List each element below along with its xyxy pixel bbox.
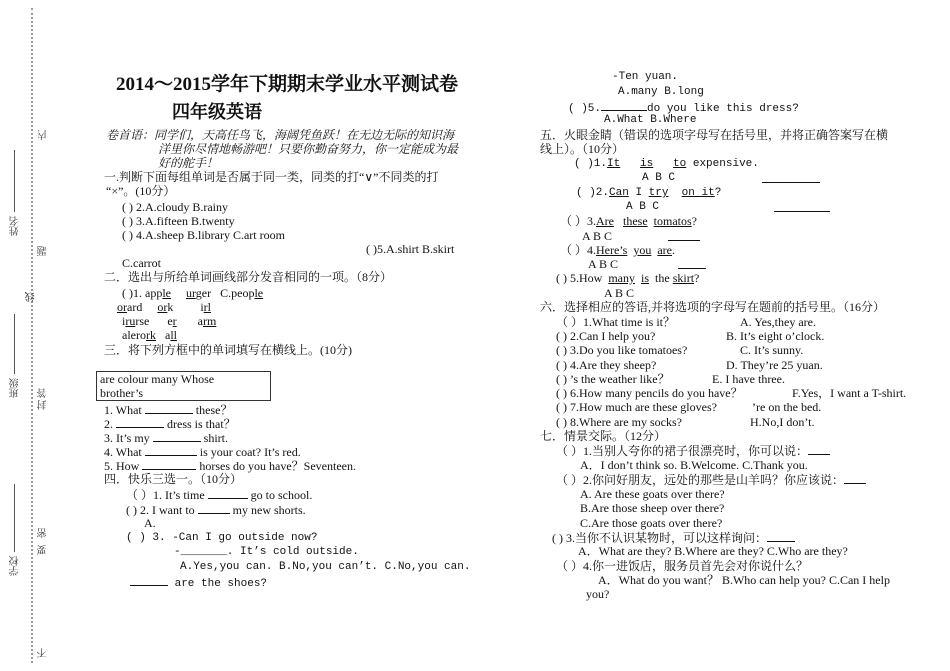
s5-q5-bracket: ( ) 5.How bbox=[556, 271, 603, 285]
s6-row-2[interactable] bbox=[556, 329, 825, 343]
s3-q5-text-b: horses do you have？Seventeen. bbox=[199, 459, 356, 473]
exam-subtitle: 四年级英语 bbox=[172, 102, 262, 122]
s2-q1-bracket: ( )1. bbox=[122, 286, 145, 300]
s2-w3a-end: rse bbox=[135, 314, 150, 328]
s4-q1[interactable] bbox=[126, 487, 312, 502]
s4-q5-options: A.What B.Where bbox=[604, 114, 697, 126]
class-field-line[interactable] bbox=[14, 314, 15, 374]
s6-q6: ( ) 6.How many pencils do you have？ bbox=[556, 386, 743, 400]
s4-q4-line-2: -Ten yuan. bbox=[612, 71, 679, 83]
s5-q3-answer-line[interactable] bbox=[668, 229, 700, 241]
exam-title: 2014～2015学年下期期末学业水平测试卷 bbox=[116, 74, 459, 95]
s5-q5-part-b: is bbox=[641, 271, 650, 285]
s7-q1-text: （ ）1.当别人夸你的裙子很漂亮时，你可以说： bbox=[556, 444, 809, 458]
s1-q2[interactable]: ( ) 2.A.cloudy B.rainy bbox=[122, 200, 228, 214]
seal-note-mi: 密 bbox=[38, 528, 49, 538]
s2-w3a-underlined: ru bbox=[125, 314, 136, 328]
s5-q2[interactable] bbox=[576, 186, 721, 200]
s3-q5-blank[interactable] bbox=[142, 458, 196, 470]
s6-q4: ( ) 4.Are they sheep? bbox=[556, 358, 657, 372]
s2-title: 二．选出与所给单词画线部分发音相同的一项。（8分） bbox=[104, 270, 393, 284]
s6-row-1[interactable] bbox=[556, 315, 816, 329]
s3-q2-blank[interactable] bbox=[116, 416, 164, 428]
class-label: 班级 bbox=[10, 378, 21, 398]
s6-q1: （ ）1.What time is it？ bbox=[556, 315, 675, 329]
s2-row-4[interactable] bbox=[122, 328, 177, 342]
s4-q4-options: A.many B.long bbox=[618, 86, 704, 98]
s5-q1-text: expensive. bbox=[692, 158, 759, 170]
seal-note-bu: 不 bbox=[38, 648, 49, 658]
s4-q4-text: are the shoes? bbox=[174, 578, 268, 590]
s6-e: E. I have three. bbox=[712, 372, 785, 386]
s5-q1-abc: A B C bbox=[642, 172, 676, 184]
s7-q2-option-a: A. Are these goats over there? bbox=[580, 487, 725, 501]
s6-h: H.No,I don’t. bbox=[750, 415, 815, 429]
s6-row-4[interactable] bbox=[556, 358, 823, 372]
s6-q2: ( ) 2.Can I help you? bbox=[556, 329, 656, 343]
seal-note-feng: 封 bbox=[38, 400, 49, 410]
s7-q2-blank[interactable] bbox=[844, 472, 866, 484]
s1-title-2: “×”。(10分） bbox=[106, 184, 176, 198]
s6-row-5[interactable] bbox=[556, 372, 785, 386]
s7-q4[interactable]: （ ）4.你一进饭店，服务员首先会对你说什么？ bbox=[556, 559, 809, 573]
intro-line-2: 洋里你尽情地畅游吧！只要你勤奋努力，你一定能成为最 bbox=[158, 142, 459, 156]
s2-w3c-underlined: rm bbox=[203, 314, 217, 328]
s7-q3[interactable] bbox=[552, 530, 795, 545]
s2-w2b-underlined: or bbox=[157, 300, 168, 314]
s5-q4-abc: A B C bbox=[588, 257, 619, 271]
s6-q8: ( ) 8.Where are my socks? bbox=[556, 415, 682, 429]
s3-q3-text-b: shirt. bbox=[203, 431, 229, 445]
s5-q1-part-c: to bbox=[673, 158, 687, 170]
s7-q2-option-c: C.Are those goats over there? bbox=[580, 516, 723, 530]
s4-q4[interactable] bbox=[130, 574, 267, 591]
s1-q5[interactable]: ( )5.A.shirt B.skirt bbox=[366, 242, 455, 256]
binding-dotted-line bbox=[31, 8, 33, 663]
school-field-line[interactable] bbox=[14, 484, 15, 552]
s6-q3: ( ) 3.Do you like tomatoes? bbox=[556, 343, 688, 357]
seal-note-nei: 内 bbox=[38, 130, 49, 140]
s4-q5-blank[interactable] bbox=[601, 99, 647, 111]
s3-q3[interactable] bbox=[104, 430, 228, 445]
s1-q3[interactable]: ( ) 3.A.fifteen B.twenty bbox=[122, 214, 235, 228]
s5-q2-word: I bbox=[635, 187, 643, 199]
s2-row-2[interactable] bbox=[117, 300, 211, 314]
s2-w2a-underlined: or bbox=[117, 300, 127, 314]
s5-q1-bracket: ( )1. bbox=[574, 158, 608, 170]
s5-q3-abc: A B C bbox=[582, 229, 613, 243]
s7-q3-text: ( ) 3.当你不认识某物时，可以这样询问： bbox=[552, 531, 767, 545]
s3-q4-text-a: 4. What bbox=[104, 445, 142, 459]
s1-q5-option-c: C.carrot bbox=[122, 256, 161, 270]
seal-note-xian: 线 bbox=[26, 292, 37, 302]
s3-q5-text-a: 5. How bbox=[104, 459, 140, 473]
s2-w3b-underlined: r bbox=[172, 314, 177, 328]
s5-q3-bracket: （ ）3. bbox=[560, 214, 597, 228]
s5-q4-part-b: you bbox=[633, 243, 652, 257]
s5-q1[interactable] bbox=[574, 157, 759, 171]
s2-w4b-underlined: ll bbox=[170, 328, 177, 342]
s5-q2-part-a: Can bbox=[609, 187, 629, 199]
s4-q3-options: A.Yes,you can. B.No,you can’t. C.No,you can. bbox=[180, 561, 471, 573]
name-label: 姓名 bbox=[10, 216, 21, 236]
s6-d: D. They’re 25 yuan. bbox=[726, 358, 823, 372]
s6-row-3[interactable] bbox=[556, 343, 804, 357]
s2-w3a: i bbox=[122, 314, 126, 328]
s5-q5-part-c: skirt bbox=[672, 271, 695, 285]
s3-q5[interactable] bbox=[104, 458, 356, 473]
name-field-line[interactable] bbox=[14, 150, 15, 212]
s7-q2[interactable] bbox=[556, 472, 866, 487]
s4-q2-text-b: my new shorts. bbox=[232, 503, 306, 517]
s4-q3[interactable]: ( ) 3. -Can I go outside now? bbox=[126, 532, 318, 544]
s3-q4-blank[interactable] bbox=[145, 444, 197, 456]
s5-q3-end: ? bbox=[691, 214, 697, 228]
s3-q2[interactable] bbox=[104, 416, 236, 431]
school-label: 学校 bbox=[10, 556, 21, 576]
s2-w1b: ger bbox=[195, 286, 212, 300]
s3-q4[interactable] bbox=[104, 444, 301, 459]
s4-q2-blank[interactable] bbox=[198, 502, 230, 514]
s4-q1-blank[interactable] bbox=[208, 487, 248, 499]
intro-line-1: 卷首语：同学们，天高任鸟飞，海阔凭鱼跃！在无边无际的知识海 bbox=[106, 128, 455, 142]
s7-q4-options: A．What do you want？ B.Who can help you? C.Can I help bbox=[598, 573, 890, 587]
s5-q4[interactable] bbox=[560, 243, 675, 257]
s3-q1-blank[interactable] bbox=[145, 402, 193, 414]
s5-q3-part-c: tomatos bbox=[653, 214, 692, 228]
s1-title-1: 一.判断下面每组单词是否属于同一类，同类的打“∨”不同类的打 bbox=[104, 170, 439, 184]
s3-q1[interactable] bbox=[104, 402, 232, 417]
s1-q4[interactable]: ( ) 4.A.sheep B.library C.art room bbox=[122, 228, 285, 242]
s5-q5[interactable] bbox=[556, 271, 699, 285]
s5-q2-part-b: try bbox=[648, 187, 669, 199]
s7-q2-text: （ ）2.你问好朋友，远处的那些是山羊吗？你应该说： bbox=[556, 473, 845, 487]
s3-title: 三．将下列方框中的单词填写在横线上。(10分) bbox=[104, 343, 352, 357]
s2-w1a-underlined: le bbox=[162, 286, 171, 300]
s3-q2-text-b: dress is that？ bbox=[167, 417, 236, 431]
s7-q3-options: A．What are they? B.Where are they? C.Who are they? bbox=[578, 544, 848, 558]
s3-q4-text-b: is your coat? It’s red. bbox=[199, 445, 301, 459]
s7-q4-options-cont: you? bbox=[586, 587, 610, 601]
s5-q2-answer-line[interactable] bbox=[774, 200, 830, 212]
s7-q1[interactable] bbox=[556, 443, 830, 458]
s5-q2-abc: A B C bbox=[626, 201, 660, 213]
s5-q4-bracket: （ ）4. bbox=[560, 243, 597, 257]
s7-q2-option-b: B.Are those sheep over there? bbox=[580, 501, 725, 515]
s6-title: 六．选择相应的答语,并将选项的字母写在题前的括号里。（16分） bbox=[540, 300, 886, 314]
s2-w2c: i bbox=[200, 300, 204, 314]
s2-w2a: ard bbox=[127, 300, 143, 314]
s3-q1-text-a: 1. What bbox=[104, 403, 142, 417]
s4-q3-line-2: -_______. It’s cold outside. bbox=[174, 546, 359, 558]
s4-q4-blank[interactable] bbox=[130, 574, 168, 586]
s4-q2-options: A. bbox=[144, 516, 156, 530]
s5-q5-abc: A B C bbox=[604, 286, 635, 300]
word-bank-line-2: brother’s bbox=[100, 386, 144, 400]
s2-w3b: e bbox=[167, 314, 173, 328]
s4-q5-text-b: do you like this dress? bbox=[647, 103, 799, 115]
s5-q5-word: the bbox=[655, 271, 670, 285]
s5-q1-part-a: It bbox=[607, 158, 621, 170]
word-bank-line-1: are colour many Whose bbox=[100, 372, 215, 386]
s5-q2-part-c: on it bbox=[681, 187, 715, 199]
s3-q3-blank[interactable] bbox=[153, 430, 201, 442]
s6-row-7[interactable] bbox=[556, 400, 822, 414]
s5-q3[interactable] bbox=[560, 214, 697, 228]
s7-q1-options: A．I don’t think so. B.Welcome. C.Thank you. bbox=[580, 458, 808, 472]
s6-b: B. It’s eight o’clock. bbox=[726, 329, 825, 343]
s6-row-8[interactable] bbox=[556, 415, 815, 429]
s5-q2-end: ? bbox=[714, 187, 722, 199]
seal-note-yao: 要 bbox=[38, 545, 49, 555]
s4-title: 四．快乐三选一。（10分） bbox=[104, 472, 243, 486]
s6-g: ’re on the bed. bbox=[752, 400, 822, 414]
s6-q7: ( ) 7.How much are these gloves? bbox=[556, 400, 717, 414]
s2-w1b-underlined: ur bbox=[186, 286, 196, 300]
s2-row-3[interactable] bbox=[122, 314, 216, 328]
s4-q2[interactable] bbox=[126, 502, 306, 517]
s6-f: F.Yes，I want a T-shirt. bbox=[792, 386, 907, 400]
s2-w1a: app bbox=[145, 286, 163, 300]
s7-q3-blank[interactable] bbox=[767, 530, 795, 542]
s2-row-1[interactable] bbox=[122, 286, 263, 300]
s5-q1-part-b: is bbox=[640, 158, 654, 170]
s4-q2-text-a: ( ) 2. I want to bbox=[126, 503, 195, 517]
s2-w2b: k bbox=[167, 300, 174, 314]
s3-q3-text-a: 3. It’s my bbox=[104, 431, 150, 445]
s5-q2-bracket: ( )2. bbox=[576, 187, 610, 199]
s5-title-2: 线上）。（10分） bbox=[540, 142, 625, 156]
s2-w2c-underlined: rl bbox=[203, 300, 212, 314]
s2-w4b: a bbox=[164, 328, 171, 342]
s6-c: C. It’s sunny. bbox=[740, 343, 804, 357]
s5-q4-end: . bbox=[672, 243, 675, 257]
s6-a: A. Yes,they are. bbox=[740, 315, 816, 329]
s3-q2-text-a: 2. bbox=[104, 417, 113, 431]
intro-line-3: 好的舵手！ bbox=[158, 156, 219, 170]
s4-q1-text-b: go to school. bbox=[250, 488, 313, 502]
s5-title-1: 五．火眼金睛（错误的选项字母写在括号里，并将正确答案写在横 bbox=[540, 128, 889, 142]
s5-q4-answer-line[interactable] bbox=[678, 257, 706, 269]
s2-w3c: a bbox=[197, 314, 203, 328]
s5-q4-part-c: are bbox=[657, 243, 672, 257]
seal-note-tu: 题 bbox=[38, 246, 49, 256]
s4-q1-text-a: （ ）1. It’s time bbox=[126, 488, 205, 502]
s2-w4a-underlined: rk bbox=[145, 328, 156, 342]
seal-note-da: 答 bbox=[38, 388, 49, 398]
s2-w1c: C.peop bbox=[220, 286, 255, 300]
s7-title: 七．情景交际。（12分） bbox=[540, 429, 667, 443]
s5-q5-end: ? bbox=[694, 271, 700, 285]
s6-q5: ( ) ’s the weather like？ bbox=[556, 372, 670, 386]
s5-q1-answer-line[interactable] bbox=[762, 171, 820, 183]
s5-q5-part-a: many bbox=[608, 271, 635, 285]
s7-q1-blank[interactable] bbox=[808, 443, 830, 455]
s5-q3-part-b: these bbox=[623, 214, 648, 228]
s3-q1-text-b: these？ bbox=[195, 403, 233, 417]
s4-q5-text-a: ( )5. bbox=[568, 103, 602, 115]
s2-w4a: alero bbox=[122, 328, 146, 342]
s5-q3-part-a: Are bbox=[596, 214, 615, 228]
s6-row-6[interactable] bbox=[556, 386, 907, 400]
s5-q4-part-a: Here’s bbox=[596, 243, 628, 257]
s2-w1c-underlined: le bbox=[254, 286, 264, 300]
